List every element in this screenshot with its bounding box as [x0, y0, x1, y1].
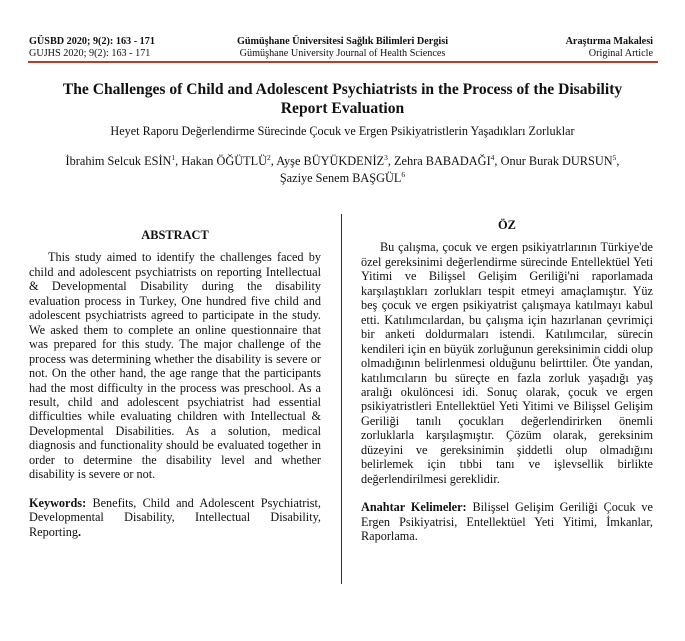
- author-5: Onur Burak DURSUN$^5$: [500, 152, 617, 168]
- oz-text: Bu çalışma, çocuk ve ergen psikiyatrlarının Türkiye'de özel gereksinimi değerlendirme sürecinde Entellektüel Yeti Yitimi ve Bilişsel Gelişim Geriliği'ni raporlamada karşılaştıkları zorlukları tespit etmeyi amaçlamıştır. Yüz beş çocuk ve ergen psikiyatrist çalışmaya katılmayı kabul etti. Katılımcılardan, bu çalışma için hazırlanan çevrimiçi bir anketi doldurmaları istendi. Katılımcılar, sürecin kendileri için en büyük zorluğunun gereksinimin ciddi olup olmadığının belirlenmesi olduğunu belirttiler. Öte yandan, katılımcıların bu süreçte en fazla zorluk yaşadığı yaş aralığı okulöncesi idi. Sonuç olarak, çocuk ve ergen psikiyatristleri Entellektüel Yeti Yitimi ve Bilişsel Gelişim Geriliği tanılı çocukları değerlendirirken önemli zorluklarla karşılaşmıştır. Çözüm olarak, gereksinim düzeyini ve gereksinimin şiddetli olup olmadığını belirlemek için tıbbi tanı ve işlevsellik birlikte değerlendirilmesi gereklidir.: [361, 240, 653, 486]
- keywords-end: .: [78, 524, 82, 539]
- oz-heading: ÖZ: [498, 218, 516, 232]
- oz-column: [361, 218, 653, 544]
- author-2: Hakan ÖĞÜTLÜ$^2$: [181, 152, 271, 168]
- article-type-tr: Araştırma Makalesi: [565, 36, 653, 47]
- author-4: Zehra BABADAĞI$^4$: [394, 152, 495, 168]
- author-3: Ayşe BÜYÜKDENİZ$^3$: [276, 152, 388, 168]
- keywords-label: Keywords:: [29, 495, 87, 510]
- journal-name-en: Gümüşhane University Journal of Health Sciences: [239, 47, 446, 59]
- article-type: [566, 36, 653, 59]
- anahtar-kelimeler-list: Bilişsel Gelişim Geriliği Çocuk ve Ergen Psikiyatrisi, Entellektüel Yeti Yitimi, İmkanlar, Raporlama.: [361, 500, 653, 544]
- anahtar-kelimeler: [361, 500, 653, 543]
- author-6: Şaziye Senem BAŞGÜL$^6$: [279, 169, 406, 185]
- paper-title: The Challenges of Child and Adolescent Psychiatrists in the Process of the Disability Report Evaluation: [62, 81, 623, 117]
- header-rule: [28, 61, 658, 63]
- article-type-en: Original Article: [588, 47, 653, 59]
- citation-line-1: GÜSBD 2020; 9(2): 163 - 171: [29, 36, 155, 47]
- journal-name-tr: Gümüşhane Üniversitesi Sağlık Bilimleri Dergisi: [236, 36, 449, 47]
- author-1: İbrahim Selcuk ESİN$^1$: [65, 152, 176, 168]
- abstract-heading: ABSTRACT: [141, 228, 209, 242]
- abstract-text: This study aimed to identify the challenges faced by child and adolescent psychiatrists on reporting Intellectual & Developmental Disability during the disability evaluation process in Turkey, One hundred five child and adolescent psychiatrists agreed to participate in the study. We asked them to complete an online questionnaire that was prepared for this study. The major challenge of the process was determining whether the disability is severe or not. On the other hand, the age range that the participants had the most difficulty in the process was preschool. As a result, child and adolescent psychiatrist had essential difficulties while evaluating children with Intellectual & Developmental Disabilities. As a solution, medical diagnosis and functionality should be evaluated together in order to determine the disability level and whether disability is severe or not.: [29, 250, 321, 482]
- citation-line-2: GUJHS 2020; 9(2): 163 - 171: [29, 47, 151, 59]
- column-divider: [341, 214, 342, 584]
- keywords: [29, 496, 321, 539]
- paper-subtitle: Heyet Raporu Değerlendirme Sürecinde Çocuk ve Ergen Psikiyatristlerin Yaşadıkları Zorluklar: [110, 124, 575, 138]
- author-list: İbrahim Selcuk ESİN$^1$, Hakan ÖĞÜTLÜ$^2$, Ayşe BÜYÜKDENİZ$^3$, Zehra BABADAĞI$^4$, Onur Burak DURSUN$^5$, Şaziye Senem BAŞGÜL$^6$: [65, 152, 620, 185]
- anahtar-kelimeler-label: Anahtar Kelimeler:: [361, 500, 467, 515]
- keywords-list: Benefits, Child and Adolescent Psychiatrist, Developmental Disability, Intellectual Disability, Reporting: [29, 495, 321, 539]
- abstract-column: [29, 228, 321, 539]
